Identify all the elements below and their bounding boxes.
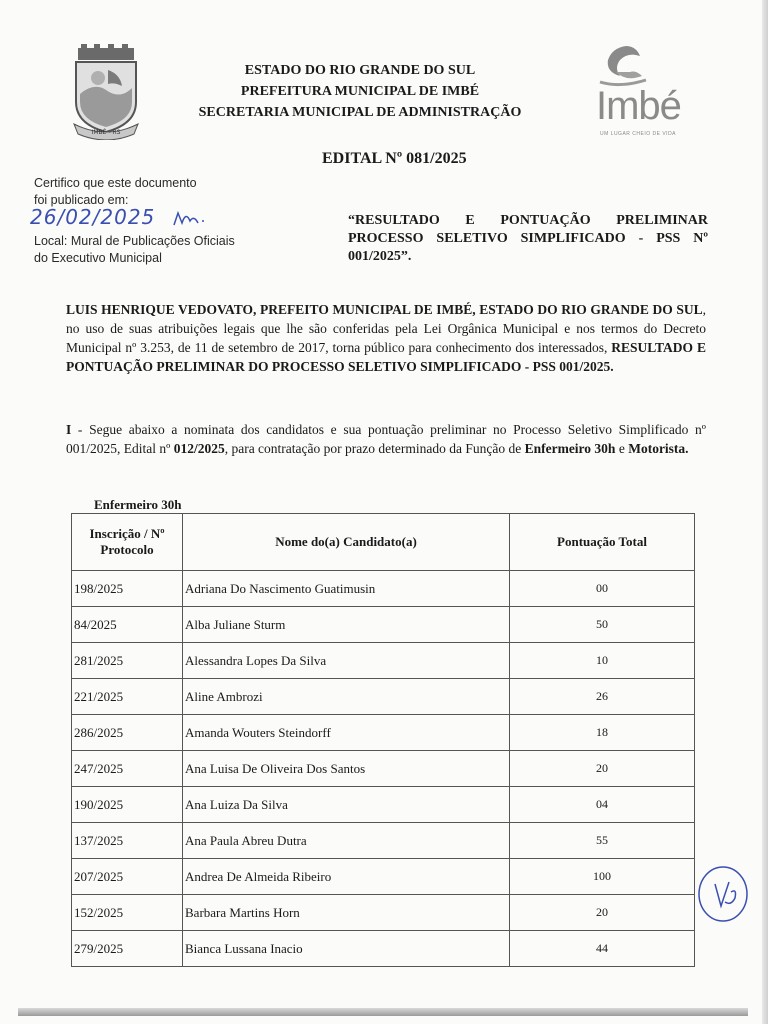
crest-ribbon: IMBÉ - RS	[91, 129, 121, 136]
cell-score: 26	[510, 679, 695, 715]
cell-protocol: 190/2025	[72, 787, 183, 823]
table-row	[72, 571, 695, 607]
stamp-date	[30, 205, 235, 233]
coat-of-arms-icon	[68, 44, 144, 140]
cell-protocol: 198/2025	[72, 571, 183, 607]
letterhead	[170, 60, 550, 123]
handwritten-date: 26/02/2025	[30, 205, 156, 229]
cell-protocol: 137/2025	[72, 823, 183, 859]
cell-score: 44	[510, 931, 695, 967]
cell-protocol: 279/2025	[72, 931, 183, 967]
cell-protocol: 84/2025	[72, 607, 183, 643]
table-row	[72, 751, 695, 787]
signature-icon	[172, 209, 212, 229]
table-row	[72, 823, 695, 859]
cell-protocol: 152/2025	[72, 895, 183, 931]
logo-tagline: UM LUGAR CHEIO DE VIDA	[600, 131, 677, 137]
cell-name: Adriana Do Nascimento Guatimusin	[183, 571, 510, 607]
stamp-line-2: foi publicado em:	[34, 193, 129, 207]
table-row	[72, 643, 695, 679]
cell-name: Ana Luisa De Oliveira Dos Santos	[183, 751, 510, 787]
cell-protocol: 281/2025	[72, 643, 183, 679]
section-number: I	[66, 422, 72, 437]
cell-name: Bianca Lussana Inacio	[183, 931, 510, 967]
table-row	[72, 787, 695, 823]
subject-heading: “RESULTADO E PONTUAÇÃO PRELIMINAR PROCESSO SELETIVO SIMPLIFICADO - PSS Nº 001/2025”.	[348, 213, 708, 264]
section-text-3: e	[615, 441, 629, 456]
cell-name: Andrea De Almeida Ribeiro	[183, 859, 510, 895]
scan-bottom-bar	[18, 1008, 748, 1016]
section-edital-number: 012/2025	[173, 441, 225, 456]
cell-protocol: 207/2025	[72, 859, 183, 895]
document-title: EDITAL Nº 081/2025	[322, 150, 467, 167]
cell-name: Ana Luiza Da Silva	[183, 787, 510, 823]
cell-protocol: 247/2025	[72, 751, 183, 787]
cell-name: Alessandra Lopes Da Silva	[183, 643, 510, 679]
cell-protocol: 286/2025	[72, 715, 183, 751]
cell-name: Aline Ambrozi	[183, 679, 510, 715]
table-header-row	[72, 514, 695, 571]
header-score: Pontuação Total	[510, 514, 695, 571]
cell-score: 18	[510, 715, 695, 751]
table-caption: Enfermeiro 30h	[94, 497, 182, 512]
table-row	[72, 931, 695, 967]
cell-protocol: 221/2025	[72, 679, 183, 715]
cell-score: 20	[510, 751, 695, 787]
table-row	[72, 895, 695, 931]
cell-score: 00	[510, 571, 695, 607]
intro-paragraph	[66, 300, 706, 376]
publication-stamp	[30, 175, 235, 267]
table-row	[72, 715, 695, 751]
results-table	[71, 513, 695, 967]
logo-wordmark: Imbé	[596, 84, 681, 128]
cell-score: 100	[510, 859, 695, 895]
section-role-1: Enfermeiro 30h	[524, 441, 616, 456]
stamp-line-3: Local: Mural de Publicações Oficiais	[34, 234, 235, 248]
cell-name: Alba Juliane Sturm	[183, 607, 510, 643]
cell-score: 20	[510, 895, 695, 931]
section-text-2: , para contratação por prazo determinado da Função de	[224, 441, 525, 456]
cell-name: Ana Paula Abreu Dutra	[183, 823, 510, 859]
table-row	[72, 679, 695, 715]
stamp-line-4: do Executivo Municipal	[34, 251, 162, 265]
section-role-2: Motorista.	[628, 441, 689, 456]
cell-name: Amanda Wouters Steindorff	[183, 715, 510, 751]
cell-score: 55	[510, 823, 695, 859]
intro-bold-start: LUIS HENRIQUE VEDOVATO, PREFEITO MUNICIPAL DE IMBÉ, ESTADO DO RIO GRANDE DO SUL	[66, 302, 703, 317]
cell-score: 04	[510, 787, 695, 823]
stamp-line-1: Certifico que este documento	[34, 176, 197, 190]
header-name: Nome do(a) Candidato(a)	[183, 514, 510, 571]
section-i-paragraph	[66, 420, 706, 458]
cell-score: 10	[510, 643, 695, 679]
table-row	[72, 607, 695, 643]
cell-name: Barbara Martins Horn	[183, 895, 510, 931]
prefecture-line: PREFEITURA MUNICIPAL DE IMBÉ	[240, 84, 480, 99]
cell-score: 50	[510, 607, 695, 643]
state-line: ESTADO DO RIO GRANDE DO SUL	[244, 63, 476, 78]
section-text-1: - Segue abaixo a nominata dos candidatos e sua pontuação preliminar no Processo Seletivo Simplificado nº 001/2025, Edital nº	[66, 422, 706, 456]
intro-text: , no uso de suas atribuições legais que lhe são conferidas pela Lei Orgânica Municipal e nos termos do Decreto Municipal nº 3.253, de 11 de setembro de 2017, torna público para conhecimento dos interessados,	[66, 302, 706, 355]
header-protocol: Inscrição / Nº Protocolo	[72, 514, 183, 571]
scan-edge	[762, 0, 768, 1024]
secretariat-line: SECRETARIA MUNICIPAL DE ADMINISTRAÇÃO	[198, 105, 522, 120]
handwritten-initials-icon	[695, 862, 755, 924]
intro-bold-end: RESULTADO E PONTUAÇÃO PRELIMINAR DO PROCESSO SELETIVO SIMPLIFICADO - PSS 001/2025.	[66, 340, 706, 374]
table-row	[72, 859, 695, 895]
